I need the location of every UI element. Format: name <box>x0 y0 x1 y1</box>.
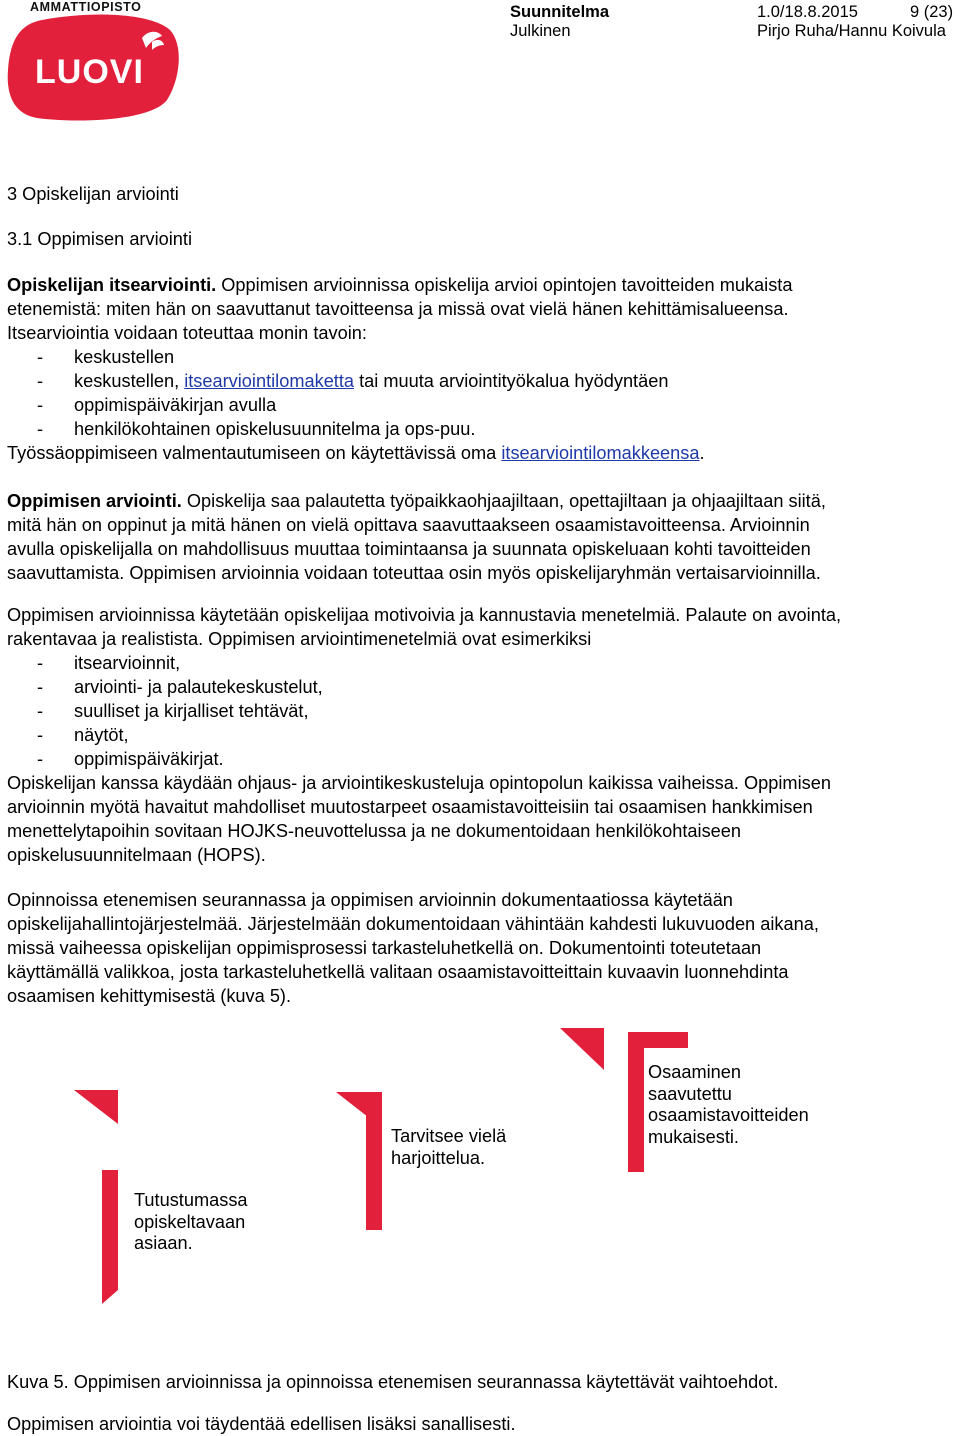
list-dash: - <box>37 653 44 673</box>
step3-line3: osaamistavoitteiden <box>648 1105 809 1126</box>
methods-after-line1: Opiskelijan kanssa käydään ohjaus- ja arviointikeskusteluja opintopolun kaikissa vaiheissa. Oppimisen <box>7 773 831 793</box>
self-assessment-line1 <box>7 273 960 297</box>
step3-pointer <box>560 1028 604 1070</box>
step2-line2: harjoittelua. <box>391 1147 486 1168</box>
list-dash: - <box>37 725 44 745</box>
learning-assessment-line1 <box>7 489 960 513</box>
progress-line4: käyttämällä valikkoa, josta tarkasteluhetkellä valitaan osaamistavoitteittain kuvaavin luonnehdinta <box>7 962 789 982</box>
list-item-text: itsearvioinnit, <box>74 653 181 673</box>
list-item-text: keskustellen <box>74 347 175 367</box>
step3-label <box>648 1062 809 1148</box>
list-dash: - <box>37 371 44 391</box>
workplace-self-assessment-link[interactable]: itsearviointilomakkeensa <box>501 443 700 463</box>
doc-classification: Julkinen <box>510 22 571 40</box>
self-assessment-lead: Opiskelijan itsearviointi. <box>7 275 217 295</box>
heading-2: 3.1 Oppimisen arviointi <box>7 229 192 249</box>
methods-line1: Oppimisen arvioinnissa käytetään opiskelijaa motivoivia ja kannustavia menetelmiä. Palaute on avointa, <box>7 605 842 625</box>
last-line-pre: Työssäoppimiseen valmentautumiseen on käytettävissä oma <box>7 443 502 463</box>
luovi-logo <box>2 0 182 125</box>
step3-line4: mukaisesti. <box>648 1126 739 1147</box>
methods-after-line3: menettelytapoihin sovitaan HOJKS-neuvottelussa ja ne dokumentoidaan henkilökohtaiseen <box>7 821 742 841</box>
progress-line1: Opinnoissa etenemisen seurannassa ja oppimisen arvioinnin dokumentaatiossa käytetään <box>7 890 733 910</box>
self-assessment-line1-text: Oppimisen arvioinnissa opiskelija arvioi opintojen tavoitteiden mukaista <box>216 275 793 295</box>
step3-line2: saavutettu <box>648 1083 732 1104</box>
list-dash: - <box>37 347 44 367</box>
list-item-text: näytöt, <box>74 725 129 745</box>
last-line-post: . <box>699 443 705 463</box>
step3-bar <box>628 1032 644 1172</box>
page-number: 9 (23) <box>910 3 954 21</box>
list-item-text: oppimispäiväkirjan avulla <box>74 395 277 415</box>
step2-line1: Tarvitsee vielä <box>391 1126 507 1146</box>
figure-caption: Kuva 5. Oppimisen arvioinnissa ja opinnoissa etenemisen seurannassa käytettävät vaihtoehdot. <box>7 1372 779 1392</box>
doc-authors: Pirjo Ruha/Hannu Koivula <box>757 22 946 40</box>
list-item-post: tai muuta arviointityökalua hyödyntäen <box>354 371 669 391</box>
step2-label <box>391 1126 506 1169</box>
step1-line2: opiskeltavaan <box>134 1211 246 1232</box>
learning-assessment-line1-text: Opiskelija saa palautetta työpaikkaohjaajiltaan, opettajiltaan ja ohjaajiltaan siitä, <box>181 491 826 511</box>
list-dash: - <box>37 419 44 439</box>
progress-line3: missä vaiheessa opiskelijan oppimisprosessi tarkasteluhetkellä on. Dokumentointi toteutetaan <box>7 938 762 958</box>
step2-pointer <box>336 1092 382 1128</box>
list-item-text: arviointi- ja palautekeskustelut, <box>74 677 323 697</box>
learning-assessment-line4: saavuttamista. Oppimisen arvioinnia voidaan toteuttaa osin myös opiskelijaryhmän vertaisarvioinnilla. <box>7 563 821 583</box>
list-item-text: suulliset ja kirjalliset tehtävät, <box>74 701 309 721</box>
progress-line5: osaamisen kehittymisestä (kuva 5). <box>7 986 292 1006</box>
methods-after-line4: opiskelusuunnitelmaan (HOPS). <box>7 845 266 865</box>
step1-pointer <box>74 1090 118 1124</box>
doc-version: 1.0/18.8.2015 <box>757 3 858 21</box>
self-assessment-line3: Itsearviointia voidaan toteuttaa monin tavoin: <box>7 323 367 343</box>
heading-1: 3 Opiskelijan arviointi <box>7 184 179 204</box>
step3-line1: Osaaminen <box>648 1062 742 1082</box>
list-item-text: oppimispäiväkirjat. <box>74 749 224 769</box>
learning-assessment-lead: Oppimisen arviointi. <box>7 491 182 511</box>
list-dash: - <box>37 677 44 697</box>
list-dash: - <box>37 749 44 769</box>
list-item-pre: keskustellen, <box>74 371 185 391</box>
list-dash: - <box>37 701 44 721</box>
step2-bar <box>366 1110 382 1230</box>
step1-label <box>134 1190 248 1255</box>
logo-top-text: AMMATTIOPISTO <box>30 0 142 14</box>
logo-word: LUOVI <box>35 53 144 91</box>
learning-assessment-line3: avulla opiskelijalla on mahdollisuus muuttaa toimintaansa ja suunnata opiskeluaan kohti tavoitteiden <box>7 539 811 559</box>
progress-steps-diagram <box>0 1020 960 1320</box>
list-dash: - <box>37 395 44 415</box>
doc-type: Suunnitelma <box>510 3 610 21</box>
methods-line2: rakentavaa ja realistista. Oppimisen arviointimenetelmiä ovat esimerkiksi <box>7 629 592 649</box>
self-assessment-last-line <box>7 441 960 465</box>
step1-bar <box>102 1190 118 1304</box>
list-item-text: henkilökohtainen opiskelusuunnitelma ja ops-puu. <box>74 419 476 439</box>
progress-line2: opiskelijahallintojärjestelmää. Järjestelmään dokumentoidaan vähintään kahdesti lukuvuoden aikana, <box>7 914 819 934</box>
logo-shape <box>2 0 182 125</box>
final-line: Oppimisen arviointia voi täydentää edellisen lisäksi sanallisesti. <box>7 1414 516 1434</box>
methods-after-line2: arvioinnin myötä havaitut mahdolliset muutostarpeet osaamistavoitteisiin tai osaamisen hankkimisen <box>7 797 813 817</box>
self-assessment-line2: etenemistä: miten hän on saavuttanut tavoitteensa ja missä ovat vielä hänen kehittämisalueensa. <box>7 299 789 319</box>
step1-line1: Tutustumassa <box>134 1190 248 1210</box>
list-item-text <box>74 369 668 393</box>
self-assessment-form-link[interactable]: itsearviointilomaketta <box>184 371 355 391</box>
learning-assessment-line2: mitä hän on oppinut ja mitä hänen on vielä opittava saavuttaakseen osaamistavoitteensa. Arvioinnin <box>7 515 810 535</box>
step1-line3: asiaan. <box>134 1233 193 1254</box>
